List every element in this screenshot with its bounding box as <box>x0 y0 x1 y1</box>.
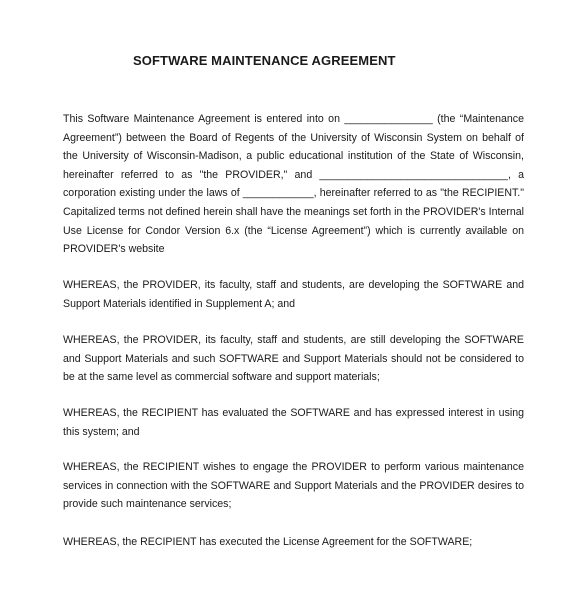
intro-paragraph <box>63 110 524 259</box>
document-title: SOFTWARE MAINTENANCE AGREEMENT <box>133 53 396 68</box>
paragraph-line: provide such maintenance services; <box>63 498 232 511</box>
paragraph-line: WHEREAS, the PROVIDER, its faculty, staff and students, are still developing the SOFTWARE <box>63 334 524 346</box>
paragraph-line: hereinafter referred to as "the PROVIDER," and ________________________________, a <box>63 168 524 181</box>
paragraph-line: WHEREAS, the RECIPIENT has evaluated the SOFTWARE and has expressed interest in using <box>63 407 524 419</box>
whereas-paragraph-2 <box>63 331 524 387</box>
paragraph-line: this system; and <box>63 425 140 438</box>
paragraph-line: Capitalized terms not defined herein shall have the meanings set forth in the PROVIDER's Internal <box>63 205 524 218</box>
paragraph-line: PROVIDER's website <box>63 243 165 256</box>
paragraph-line: Support Materials identified in Supplement A; and <box>63 297 296 310</box>
paragraph-line: be at the same level as commercial software and support materials; <box>63 371 380 384</box>
paragraph-line: Use License for Condor Version 6.x (the “License Agreement”) which is currently available on <box>63 224 524 237</box>
whereas-paragraph-3 <box>63 404 524 441</box>
paragraph-line: corporation existing under the laws of ____________, hereinafter referred to as "the RECIPIENT." <box>63 187 524 200</box>
paragraph-line: This Software Maintenance Agreement is entered into on _______________ (the “Maintenance <box>63 113 524 125</box>
paragraph-line: and Support Materials and such SOFTWARE and Support Materials should not be considered to <box>63 352 524 365</box>
paragraph-line: WHEREAS, the RECIPIENT has executed the License Agreement for the SOFTWARE; <box>63 536 473 548</box>
paragraph-line: WHEREAS, the RECIPIENT wishes to engage the PROVIDER to perform various maintenance <box>63 461 524 473</box>
paragraph-line: the University of Wisconsin-Madison, a public educational institution of the State of Wisconsin, <box>63 150 524 163</box>
whereas-paragraph-1 <box>63 276 524 313</box>
whereas-paragraph-5 <box>63 533 524 552</box>
paragraph-line: services in connection with the SOFTWARE and Support Materials and the PROVIDER desires to <box>63 479 524 492</box>
paragraph-line: WHEREAS, the PROVIDER, its faculty, staff and students, are developing the SOFTWARE and <box>63 279 524 291</box>
paragraph-line: Agreement”) between the Board of Regents of the University of Wisconsin System on behalf of <box>63 131 524 144</box>
whereas-paragraph-4 <box>63 458 524 514</box>
